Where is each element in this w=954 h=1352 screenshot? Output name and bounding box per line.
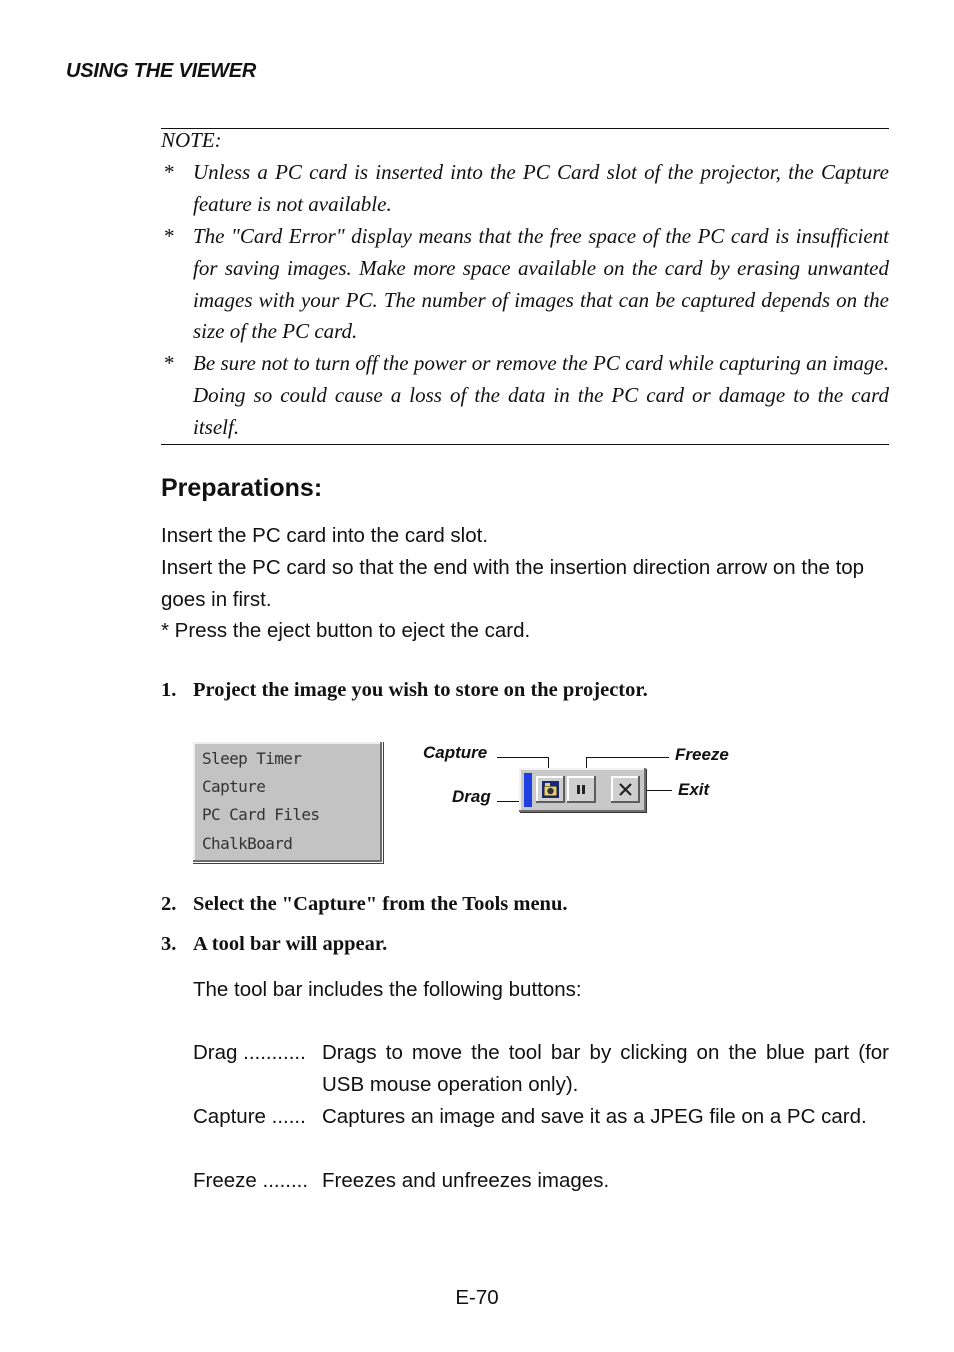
freeze-button[interactable] — [567, 776, 596, 803]
camera-icon — [536, 776, 565, 803]
note-item — [161, 157, 889, 221]
paragraph-line: * Press the eject button to eject the card. — [161, 619, 531, 643]
definition-term: Capture ...... — [193, 1105, 306, 1128]
tools-menu — [192, 741, 383, 863]
capture-button[interactable] — [536, 776, 565, 803]
drag-handle[interactable] — [524, 773, 532, 807]
paragraph-line: Insert the PC card into the card slot. — [161, 524, 489, 547]
step-number: 1. — [161, 679, 177, 701]
definition-drag — [193, 1037, 889, 1101]
page-number: E-70 — [455, 1286, 499, 1309]
close-icon — [611, 776, 640, 803]
paragraph-line: Insert the PC card so that the end with the insertion direction arrow on the top goes in first. — [161, 555, 865, 611]
definition-desc: Freezes and unfreezes images. — [322, 1169, 610, 1192]
step-3 — [161, 933, 387, 956]
step-text: A tool bar will appear. — [193, 933, 388, 955]
callout-drag: Drag — [452, 787, 491, 806]
definition-term: Freeze ........ — [193, 1169, 309, 1192]
preparations-text — [161, 520, 889, 647]
pause-icon — [567, 776, 596, 803]
step-number: 2. — [161, 893, 177, 915]
step-text: Select the "Capture" from the Tools menu. — [193, 893, 568, 915]
callout-exit: Exit — [678, 780, 710, 799]
note-bottom-rule — [161, 444, 889, 445]
note-item — [161, 348, 889, 443]
section-heading: Preparations: — [161, 474, 323, 502]
leader-line-exit — [643, 790, 672, 791]
definition-desc: Captures an image and save it as a JPEG file on a PC card. — [322, 1105, 867, 1128]
step-1 — [161, 679, 648, 702]
note-marker: * — [163, 160, 174, 184]
step-2 — [161, 893, 567, 916]
definition-freeze — [193, 1165, 889, 1197]
exit-button[interactable] — [611, 776, 640, 803]
definition-term: Drag ........... — [193, 1041, 306, 1064]
leader-line-capture — [497, 757, 548, 758]
callout-capture: Capture — [423, 743, 488, 762]
capture-toolbar — [519, 768, 646, 812]
note-text: The "Card Error" display means that the free space of the PC card is insufficient for saving images. Make more space available on the card by erasing unwanted images with your PC. The number of images that can be captured depends on the size of the PC card. — [193, 224, 889, 344]
note-item — [161, 221, 889, 348]
note-marker: * — [163, 351, 174, 375]
menu-item-pc-card-files[interactable]: PC Card Files — [202, 805, 320, 824]
step-number: 3. — [161, 933, 177, 955]
section-header: USING THE VIEWER — [66, 60, 257, 82]
toolbar-intro: The tool bar includes the following buttons: — [193, 978, 582, 1001]
note-top-rule — [161, 128, 889, 129]
note-label: NOTE: — [161, 128, 222, 152]
note-text: Unless a PC card is inserted into the PC Card slot of the projector, the Capture feature is not available. — [193, 160, 889, 216]
callout-freeze: Freeze — [675, 745, 729, 764]
note-marker: * — [163, 224, 174, 248]
leader-line-freeze — [586, 757, 669, 758]
definition-capture — [193, 1101, 889, 1133]
menu-item-sleep-timer[interactable]: Sleep Timer — [202, 749, 302, 768]
menu-item-chalkboard[interactable]: ChalkBoard — [202, 834, 293, 853]
step-text: Project the image you wish to store on the projector. — [193, 679, 648, 701]
definition-desc: Drags to move the tool bar by clicking on the blue part (for USB mouse operation only). — [322, 1041, 889, 1096]
menu-item-capture[interactable]: Capture — [202, 777, 266, 796]
note-text: Be sure not to turn off the power or remove the PC card while capturing an image. Doing so could cause a loss of the data in the PC card or damage to the card itself. — [193, 351, 889, 439]
